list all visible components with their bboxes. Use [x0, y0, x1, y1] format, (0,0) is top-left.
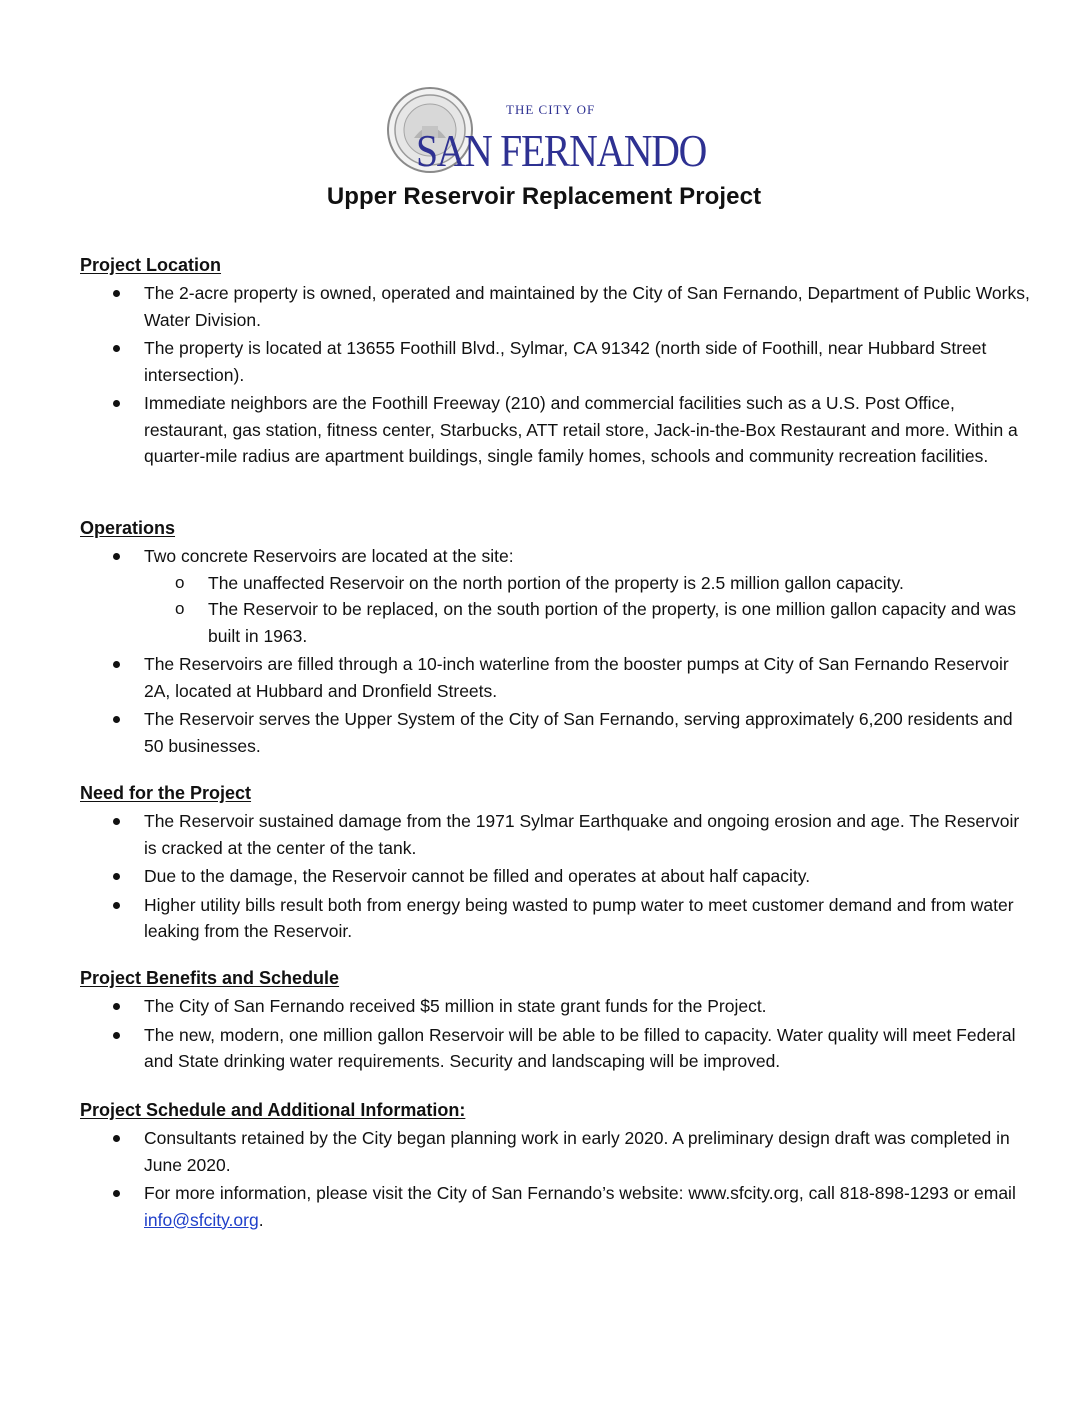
list-item-text: For more information, please visit the City of San Fernando’s website: www.sfcity.org, call 818-898-1293 or email [144, 1183, 1016, 1203]
logo-line2: SAN FERNANDO [416, 125, 707, 176]
bullet-icon [113, 1190, 120, 1197]
sub-list-item [144, 570, 1030, 597]
bullet-list [80, 808, 1030, 945]
bullet-list [80, 543, 1030, 759]
sub-list-item [144, 596, 1030, 649]
bullet-icon [113, 818, 120, 825]
list-item [80, 651, 1030, 704]
list-item-text: Two concrete Reservoirs are located at the site: [144, 546, 514, 566]
list-item-text: Consultants retained by the City began planning work in early 2020. A preliminary design draft was completed in June 2020. [144, 1128, 1010, 1175]
section-heading: Need for the Project [80, 783, 252, 803]
list-item-text: The new, modern, one million gallon Reservoir will be able to be filled to capacity. Water quality will meet Federal and State drinking water requirements. Security and landscaping will be improved. [144, 1024, 1016, 1071]
sub-list-item-text: The Reservoir to be replaced, on the south portion of the property, is one million gallon capacity and was built in 1963. [208, 599, 1017, 646]
bullet-list [80, 280, 1030, 470]
list-item [80, 1022, 1030, 1075]
section-heading: Project Schedule and Additional Information: [80, 1100, 466, 1120]
sub-list [144, 570, 1030, 650]
list-item [80, 1125, 1030, 1178]
section-operations [80, 515, 1030, 761]
list-item-text: The Reservoir serves the Upper System of the City of San Fernando, serving approximately 6,200 residents and 50 businesses. [144, 709, 1013, 756]
email-link[interactable]: info@sfcity.org [144, 1209, 259, 1230]
sub-list-item-text: The unaffected Reservoir on the north portion of the property is 2.5 million gallon capacity. [208, 572, 904, 593]
bullet-icon [113, 873, 120, 880]
bullet-icon [113, 400, 120, 407]
list-item [80, 706, 1030, 759]
hollow-bullet-icon: o [175, 572, 185, 592]
list-item [80, 335, 1030, 388]
bullet-list [80, 1125, 1030, 1233]
list-item [80, 543, 1030, 649]
logo-line1: THE CITY OF [506, 102, 596, 117]
section-need-for-project [80, 780, 1030, 947]
bullet-icon [113, 1032, 120, 1039]
section-project-location [80, 252, 1030, 472]
list-item [80, 863, 1030, 890]
list-item-text: The property is located at 13655 Foothill Blvd., Sylmar, CA 91342 (north side of Foothill, near Hubbard Street intersection). [144, 338, 987, 385]
list-item-text: The Reservoir sustained damage from the 1971 Sylmar Earthquake and ongoing erosion and age. The Reservoir is cracked at the center of the tank. [144, 811, 1020, 858]
list-item-text: The Reservoirs are filled through a 10-inch waterline from the booster pumps at City of San Fernando Reservoir 2A, located at Hubbard and Dronfield Streets. [144, 654, 1009, 701]
list-item-text: Immediate neighbors are the Foothill Freeway (210) and commercial facilities such as a U.S. Post Office, restaurant, gas station, fitness center, Starbucks, ATT retail store, Jack-in-the-Box Restaurant and more. Within a quarter-mile radius are apartment buildings, single family homes, schools and community recreation facilities. [144, 393, 1018, 466]
hollow-bullet-icon: o [175, 599, 185, 618]
bullet-icon [113, 902, 120, 909]
list-item-text: Higher utility bills result both from energy being wasted to pump water to meet customer demand and from water leaking from the Reservoir. [144, 894, 1014, 941]
list-item-text: Due to the damage, the Reservoir cannot be filled and operates at about half capacity. [144, 866, 811, 886]
document-title: Upper Reservoir Replacement Project [326, 183, 762, 210]
bullet-icon [113, 716, 120, 723]
section-heading: Project Benefits and Schedule [80, 968, 340, 988]
list-item [80, 280, 1030, 333]
list-item [80, 808, 1030, 861]
section-heading: Operations [80, 518, 176, 538]
list-item-text: The City of San Fernando received $5 million in state grant funds for the Project. [144, 996, 767, 1016]
section-heading: Project Location [80, 255, 222, 275]
list-item [80, 993, 1030, 1020]
list-item-text-suffix: . [258, 1209, 264, 1230]
list-item [80, 1180, 1030, 1233]
bullet-list [80, 993, 1030, 1075]
bullet-icon [113, 661, 120, 668]
bullet-icon [113, 1135, 120, 1142]
list-item [80, 390, 1030, 470]
section-project-schedule [80, 1097, 1030, 1235]
city-logo [386, 86, 716, 176]
city-seal-logo [386, 86, 716, 176]
list-item [80, 892, 1030, 945]
list-item-text: The 2-acre property is owned, operated and maintained by the City of San Fernando, Department of Public Works, Water Division. [144, 283, 1030, 330]
bullet-icon [113, 1003, 120, 1010]
bullet-icon [113, 553, 120, 560]
section-project-benefits [80, 965, 1030, 1077]
bullet-icon [113, 290, 120, 297]
bullet-icon [113, 345, 120, 352]
